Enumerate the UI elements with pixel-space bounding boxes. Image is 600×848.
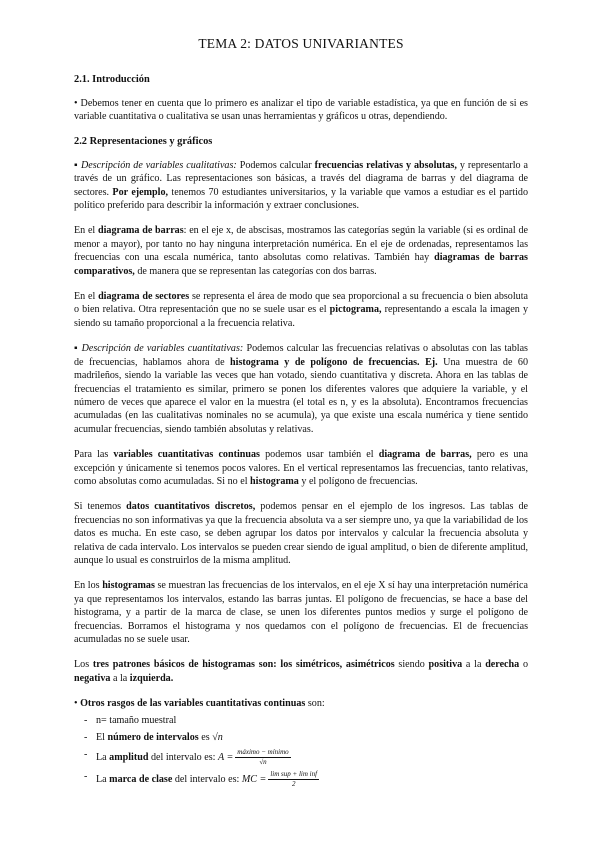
bold-text: marca de clase bbox=[109, 773, 173, 785]
lead-cualitativas: Descripción de variables cualitativas: bbox=[80, 159, 237, 171]
section-heading-intro: 2.1. Introducción bbox=[74, 74, 150, 85]
text: lim sup + lim inf bbox=[270, 769, 318, 778]
document-title: TEMA 2: DATOS UNIVARIANTES bbox=[198, 36, 404, 51]
bold-text: número de intervalos bbox=[107, 731, 199, 743]
text: El bbox=[96, 731, 108, 743]
bold-text: negativa bbox=[74, 672, 111, 684]
bold-text: pictograma, bbox=[329, 304, 382, 316]
bold-text: histograma y de polígono de frecuencias. bbox=[230, 356, 420, 368]
text: de manera que se representan las categorías con dos barras. bbox=[134, 265, 377, 277]
text: Una muestra de 60 madrileños, siendo la variable las veces que han votado, siendo cuantitativa y discreta. Ahora en las tablas de frecuencias el tratamiento es similar, primero se ponen los diferentes valores que adquiere la variable, y el número de veces que aparece el valor en la muestra (el total es n, y es la absoluta). Encontramos frecuencias acumuladas (en las cualitativas nominales no se acumula), ya que existe una escala numérica y tiene sentido acumular frecuencias, siendo también absolutas y relativas. bbox=[74, 356, 529, 435]
text: tenemos 70 estudiantes universitarios, y la variable que vamos a estudiar es el partido político preferido para describir la información y extraer conclusiones. bbox=[74, 186, 528, 212]
intro-text: Debemos tener en cuenta que lo primero es analizar el tipo de variable estadística, ya que en función de si es variable cuantitativa o cualitativa se usan unas herramientas y gráficos u otras, dependiendo. bbox=[74, 98, 528, 123]
lead-cuantitativas: Descripción de variables cuantitativas: bbox=[81, 343, 244, 355]
bold-text: diagrama de sectores bbox=[98, 291, 190, 303]
bold-text: variables cuantitativas continuas bbox=[113, 449, 260, 461]
bold-text: histograma bbox=[250, 475, 299, 487]
text: a la bbox=[110, 672, 130, 684]
text: En los bbox=[74, 580, 103, 592]
text: del intervalo es: bbox=[172, 773, 242, 785]
list-item bbox=[96, 731, 528, 745]
paragraph-patrones bbox=[74, 658, 528, 685]
bold-text: datos cuantitativos discretos, bbox=[126, 501, 256, 513]
text: : en el eje x, de abscisas, mostramos las categorías según la variable (si es ordinal de menor a mayor), por tanto no hay ninguna interpretación numérica. En el eje de ordenadas, representamos las frecuencias con una escala numérica, tanto absolutas como relativas. También hay bbox=[74, 225, 528, 264]
text: Si tenemos bbox=[74, 501, 127, 513]
text: y representarlo a través de un gráfico. Las representaciones son básicas, a través del diagrama de barras y del diagrama de sectores. bbox=[74, 159, 528, 198]
text: La bbox=[96, 751, 110, 763]
bold-text: diagramas de barras comparativos, bbox=[74, 252, 528, 277]
text: es bbox=[198, 731, 213, 743]
text: se muestran las frecuencias de los intervalos, en el eje X sí hay una interpretación numérica ya que representamos los intervalos, estando las barras juntas. El polígono de frecuencias, se hace a base del histograma, y a partir de la marca de clase, se unen los diferentes puntos medios y surge el polígono de frecuencias. Borramos el histograma y nos quedamos con el polígono de frecuencias. El de frecuencias acumuladas no se suele usar. bbox=[74, 580, 528, 645]
bold-text: frecuencias relativas y absolutas, bbox=[314, 159, 457, 171]
list-item bbox=[96, 714, 528, 728]
text: Para las bbox=[74, 449, 114, 461]
bold-text: Ej. bbox=[419, 356, 438, 368]
text: MC = bbox=[241, 773, 267, 785]
bold-text: histogramas bbox=[102, 580, 155, 592]
text: a la bbox=[462, 659, 486, 671]
list-item bbox=[96, 770, 528, 789]
text: podemos pensar en el ejemplo de los ingresos. Las tablas de frecuencias no son informativas ya que la frecuencia absoluta va a ser siempre uno, ya que la variabilidad de los datos es mucha. En este caso, se deben agrupar los datos por intervalos y calcular la frecuencia absoluta y relativa de cada intervalo. Los intervalos se pueden crear siendo de igual amplitud, o bien de diferente amplitud, aunque lo usual es construirlos de la misma amplitud. bbox=[74, 501, 528, 566]
document-page bbox=[74, 36, 528, 792]
text: pero es una excepción y únicamente si tenemos pocos valores. En el vertical representamos las frecuencias, tanto relativas, como absolutas como acumuladas. Si no el bbox=[74, 449, 528, 487]
text: n= tamaño muestral bbox=[96, 714, 177, 726]
marca-clase-formula bbox=[268, 770, 319, 789]
paragraph-histogramas bbox=[74, 579, 528, 646]
paragraph-otros-rasgos: • Otros rasgos de las variables cuantitativas continuas son: bbox=[74, 698, 325, 710]
paragraph-discretos bbox=[74, 500, 528, 567]
bold-text: diagrama de barras bbox=[97, 225, 184, 237]
paragraph-barras bbox=[74, 224, 528, 278]
paragraph-sectores bbox=[74, 290, 528, 330]
text: Podemos calcular las frecuencias relativas o absolutas con las tablas de frecuencias, hablamos ahora de bbox=[74, 343, 528, 368]
bold-text: izquierda. bbox=[129, 672, 174, 684]
text: o bbox=[519, 659, 528, 671]
text: Los bbox=[74, 659, 93, 671]
bold-text: Por ejemplo, bbox=[112, 186, 169, 198]
text: máximo − mínimo bbox=[237, 747, 289, 756]
text: A = bbox=[217, 751, 234, 763]
text: del intervalo es: bbox=[148, 751, 218, 763]
bold-text: diagrama de barras, bbox=[378, 449, 472, 461]
bold-text: tres patrones básicos de histogramas son: los simétricos, asimétricos bbox=[92, 659, 395, 671]
text: siendo bbox=[394, 659, 429, 671]
text: Podemos calcular bbox=[236, 159, 315, 171]
text: √n bbox=[259, 757, 267, 766]
text: 2 bbox=[291, 779, 296, 788]
text: La bbox=[96, 773, 110, 785]
amplitud-formula bbox=[235, 748, 290, 767]
text: podemos usar también el bbox=[259, 449, 379, 461]
bold-text: derecha bbox=[485, 659, 520, 671]
text: representando a escala la imagen y siendo su tamaño proporcional a la frecuencia relativa. bbox=[74, 304, 528, 329]
text: y el polígono de frecuencias. bbox=[298, 475, 418, 487]
paragraph-cuantitativas: ▪ Descripción de variables cuantitativas: Podemos calcular las frecuencias relativas o absolutas con las tablas de frecuencias, hablamos ahora de histograma y de polígono de frecuencias. Ej. Una muestra de 60 madrileños, siendo la variable las veces que han votado, siendo cuantitativa y discreta. Ahora en las tablas de frecuencias el tratamiento es similar, primero se ponen los diferentes valores que adquiere la variable, y el número de veces que aparece el valor en la muestra (el total es n, y es la absoluta). Encontramos frecuencias acumuladas (en las cualitativas nominales no se acumula), ya que existe una escala numérica y tiene sentido acumular frecuencias, siendo también absolutas y relativas. bbox=[74, 343, 529, 435]
bold-text: Otros rasgos de las variables cuantitativas continuas bbox=[80, 698, 306, 710]
intro-paragraph: • Debemos tener en cuenta que lo primero es analizar el tipo de variable estadística, ya que en función de si es variable cuantitativa o cualitativa se usan unas herramientas y gráficos u otras, dependiendo. bbox=[74, 98, 528, 123]
section-heading-representaciones: 2.2 Representaciones y gráficos bbox=[74, 135, 213, 147]
text: En el bbox=[74, 291, 99, 303]
text: son: bbox=[305, 698, 325, 710]
bold-text: positiva bbox=[428, 659, 463, 671]
sqrt-n-formula: √n bbox=[212, 731, 223, 743]
text: En el bbox=[74, 225, 98, 237]
paragraph-cualitativas: ▪ Descripción de variables cualitativas: Podemos calcular frecuencias relativas y absolutas, y representarlo a través de un gráfico. Las representaciones son básicas, a través del diagrama de barras y del diagrama de sectores. Por ejemplo, tenemos 70 estudiantes universitarios, y la variable que vamos a estudiar es el partido político preferido para describir la información y extraer conclusiones. bbox=[74, 159, 528, 212]
bold-text: amplitud bbox=[109, 751, 149, 763]
rasgos-list bbox=[74, 714, 528, 789]
paragraph-continuas bbox=[74, 448, 528, 488]
list-item bbox=[96, 748, 528, 767]
text: se representa el área de modo que sea proporcional a su frecuencia o bien absoluta o bien relativa. Otra representación que no se suele usar es el bbox=[74, 291, 528, 316]
